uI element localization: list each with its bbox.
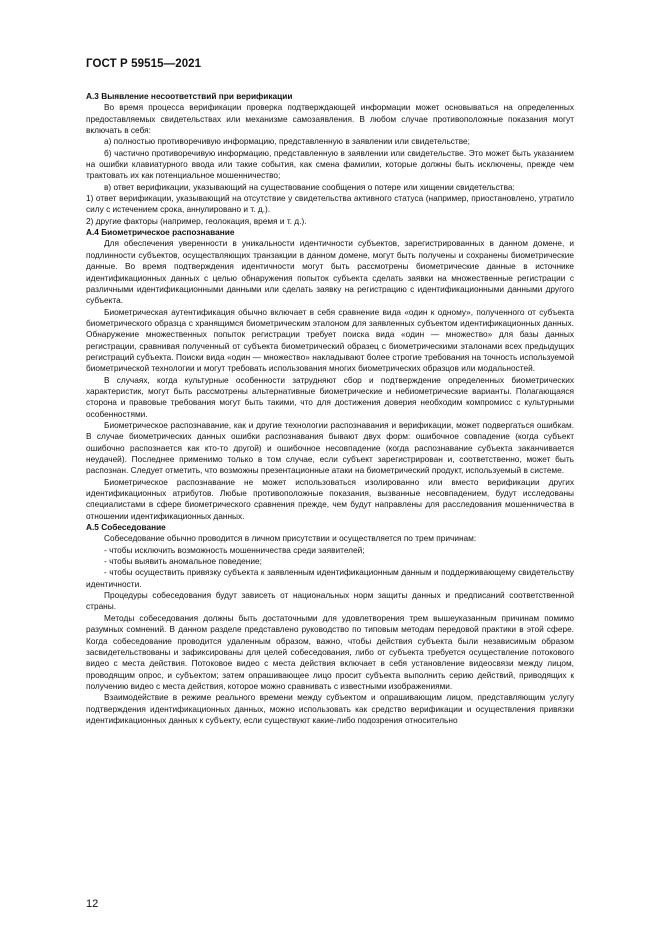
paragraph: Методы собеседования должны быть достаточными для удовлетворения трем вышеуказанным причинам помимо разумных сомнений. В данном разделе представлено руководство по типовым методам передовой практики в этой сфере. Когда собеседование проводится удаленным образом, важно, чтобы действия субъекта были независимым образом засвидетельствованы и зафиксированы для целей собеседования, либо от субъекта требуется осуществление потокового видео с места действия. Потоковое видео с места действия включает в себя установление видеосвязи между лицом, проводящим опрос, и субъектом; затем опрашивающее лицо просит субъекта выполнить серию действий, приводящих к получению видео с места действия, которое можно сравнивать с известными изображениями.: [86, 612, 574, 691]
page-content: [86, 91, 574, 726]
section-title-a5: А.5 Собеседование: [86, 522, 166, 533]
sub-list-item: 1) ответ верификации, указывающий на отсутствие у свидетельства активного статуса (например, приостановлено, утратило силу с истечением срока, аннулировано и т. д.).: [86, 193, 574, 215]
section-title-a4: А.4 Биометрическое распознавание: [86, 227, 235, 238]
list-item: а) полностью противоречивую информацию, представленную в заявлении или свидетельстве;: [104, 136, 470, 147]
list-item: - чтобы осуществить привязку субъекта к заявленным идентификационным данным и поддерживающему свидетельству идентичности.: [86, 567, 574, 589]
sub-list-item: 2) другие факторы (например, геолокация, время и т. д.).: [86, 215, 307, 226]
paragraph: Процедуры собеседования будут зависеть от национальных норм защиты данных и предписаний соответственной страны.: [86, 590, 574, 612]
document-header: ГОСТ Р 59515—2021: [86, 58, 202, 70]
paragraph: Собеседование обычно проводится в личном присутствии и осуществляется по трем причинам:: [104, 533, 477, 544]
paragraph: Во время процесса верификации проверка подтверждающей информации может основываться на определенных предоставляемых свидетельствах или механизме самозаявления. В любом случае противоположные показания могут включать в себя:: [86, 102, 574, 136]
paragraph: Биометрическое распознавание не может использоваться изолированно или вместо верификации других идентификационных атрибутов. Любые противоположные показания, вызванные несовпадением, будут исследованы специалистами в сфере биометрического сравнения прежде, чем будут направлены для расследования мошенничества в отношении идентификационных данных.: [86, 476, 574, 521]
list-item: б) частично противоречивую информацию, представленную в заявлении или свидетельстве. Это может быть указанием на ошибки клавиатурного ввода или такие события, как смена фамилии, которые должны быть исключены, прежде чем трактовать их как потенциальное мошенничество;: [86, 147, 574, 181]
paragraph: Для обеспечения уверенности в уникальности идентичности субъектов, зарегистрированных в данном домене, и подлинности субъектов, осуществляющих транзакции в данном домене, могут быть получены и сохранены биометрические данные. Во время подтверждения идентичности могут быть рассмотрены биометрические данные в источнике идентификационных данных с целью обнаружения попыток субъекта сделать заявки на множественные регистрации с различными идентификационными данными или сделать заявку на регистрацию с идентификационными данными другого субъекта.: [86, 238, 574, 306]
section-title-a3: А.3 Выявление несоответствий при верификации: [86, 91, 293, 101]
list-item: - чтобы исключить возможность мошенничества среди заявителей;: [104, 544, 365, 555]
paragraph: Биометрическое распознавание, как и другие технологии распознавания и верификации, может подвергаться ошибкам. В случае биометрических данных ошибки распознавания бывают двух форм: ошибочное совпадение (когда субъект ошибочно распознается как кто-то другой) и ошибочное несовпадение (когда распознавание субъекта заканчивается неудачей). Последнее применимо только в том случае, если субъект зарегистрирован и, соответственно, может быть распознан. Следует отметить, что возможны презентационные атаки на биометрический продукт, используемый в системе.: [86, 419, 574, 476]
page-number: 12: [86, 898, 99, 910]
list-item: - чтобы выявить аномальное поведение;: [104, 556, 262, 567]
list-item: в) ответ верификации, указывающий на существование сообщения о потере или хищении свидетельства:: [104, 181, 515, 192]
paragraph: В случаях, когда культурные особенности затрудняют сбор и подтверждение определенных биометрических характеристик, могут быть рассмотрены альтернативные биометрические и небиометрические варианты. Полагающаяся сторона и правовые требования могут быть такими, что для достижения доверия необходим компромисс с культурными особенностями.: [86, 374, 574, 419]
paragraph: Биометрическая аутентификация обычно включает в себя сравнение вида «один к одному», полученного от субъекта биометрического образца с хранящимся биометрическим эталоном для заявленных субъектом идентификационных данных. Обнаружение множественных попыток регистрации требует поиска вида «один — множество» для базы данных регистрации, сравнивая полученный от субъекта биометрический образец с биометрическими эталонами всех предыдущих регистраций субъекта. Поиски вида «один — множество» накладывают более строгие требования на точность используемой биометрической технологии и могут требовать использования многих биометрических образцов или модальностей.: [86, 306, 574, 374]
paragraph: Взаимодействие в режиме реального времени между субъектом и опрашивающим лицом, представляющим услугу подтверждения идентификационных данных, можно использовать как средство верификации и осуществления привязки идентификационных данных к субъекту, если существуют какие-либо подозрения относительно: [86, 692, 574, 725]
